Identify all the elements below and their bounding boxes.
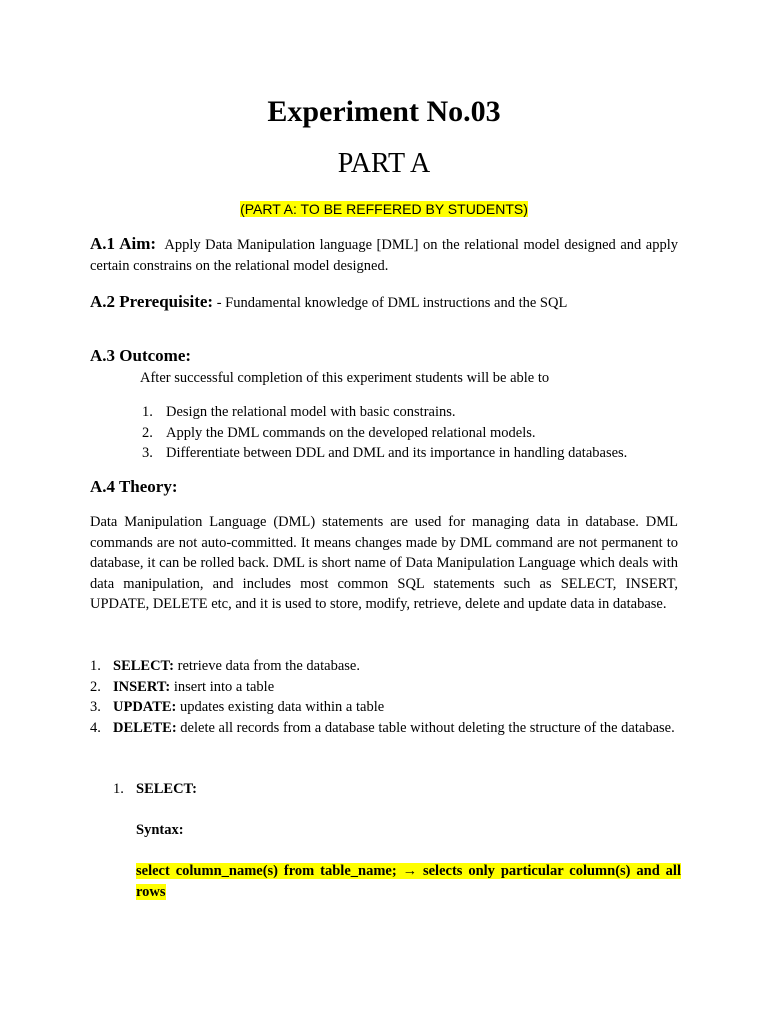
command-name: SELECT: [113,658,174,674]
part-note: (PART A: TO BE REFFERED BY STUDENTS) [240,201,528,217]
list-item: 2. Apply the DML commands on the developed relational models. [142,424,536,441]
select-heading: SELECT: [136,781,197,797]
list-item: 2. INSERT: insert into a table [90,678,275,695]
prerequisite-section [90,292,678,314]
syntax-line: select column_name(s) from table_name; → selects only particular column(s) and all rows [136,863,681,900]
part-note-wrapper [0,199,768,219]
select-section: 1. SELECT: [113,779,683,800]
command-name: UPDATE: [113,699,177,715]
aim-text: Apply Data Manipulation language [DML] on the relational model designed and apply certain constrains on the relational model designed. [90,237,679,274]
prerequisite-label: A.2 Prerequisite: [90,292,214,311]
experiment-title: Experiment No.03 [267,95,501,128]
theory-label: A.4 Theory: [90,477,178,496]
dml-command-list [90,656,678,738]
theory-paragraph: Data Manipulation Language (DML) statements are used for managing data in database. DML commands are not auto-committed. It means changes made by DML command are not permanent to database, it can be rolled back. DML is short name of Data Manipulation Language which deals with data manipulation, and includes most common SQL statements such as SELECT, INSERT, UPDATE, DELETE etc, and it is used to store, modify, retrieve, delete and update data in database. [90,514,678,612]
aim-section [90,234,678,276]
outcome-section [90,346,678,367]
syntax-label: Syntax: [136,822,184,838]
aim-label: A.1 Aim: [90,234,157,253]
command-name: INSERT: [113,678,171,695]
list-item: 1. SELECT: retrieve data from the database. [90,658,360,674]
syntax-block [136,861,681,902]
list-item: 4. DELETE: delete all records from a database table without deleting the structure of the database. [90,719,675,736]
prerequisite-text: - Fundamental knowledge of DML instructions and the SQL [216,295,568,311]
outcome-label: A.3 Outcome: [90,346,192,365]
command-name: DELETE: [113,719,177,736]
theory-section [90,477,678,498]
outcome-intro: After successful completion of this experiment students will be able to [140,370,550,386]
part-heading: PART A [337,148,431,179]
outcome-list [142,402,682,464]
list-item: 1. Design the relational model with basic constrains. [142,404,456,420]
list-item: 3. UPDATE: updates existing data within a table [90,699,385,715]
list-item: 3. Differentiate between DDL and DML and its importance in handling databases. [142,445,628,461]
